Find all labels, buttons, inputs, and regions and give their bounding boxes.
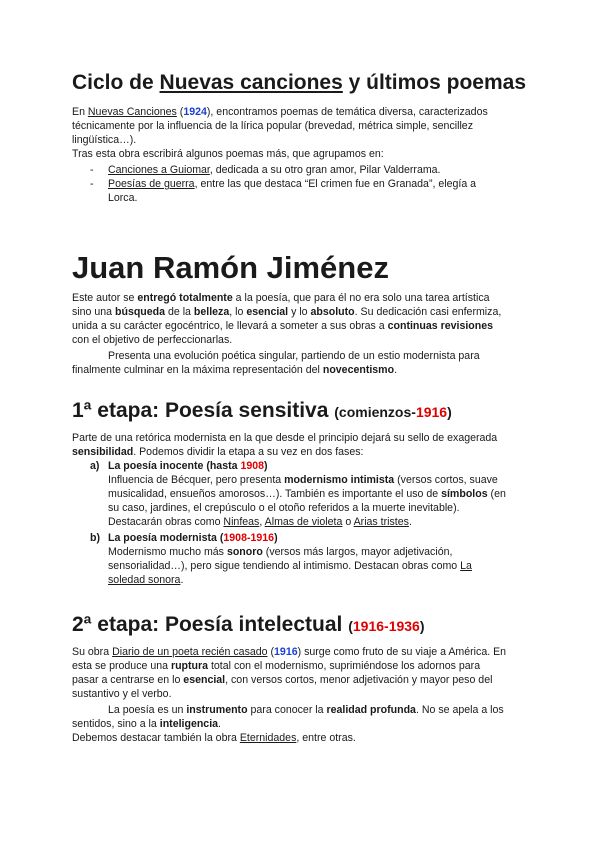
paragraph-line: sensibilidad. Podemos dividir la etapa a su vez en dos fases: <box>72 446 364 458</box>
subsection-title-b: La poesía modernista (1908-1916) <box>108 532 278 544</box>
paragraph-line: técnicamente por la influencia de la lírica popular (brevedad, métrica simple, sencillez <box>72 120 473 132</box>
paragraph-line: soledad sonora. <box>108 574 184 586</box>
list-label-a: a) <box>90 460 100 472</box>
work-title: Canciones a Guiomar <box>108 164 210 176</box>
list-bullet: - <box>90 178 94 190</box>
paragraph-line: su caso, jardines, el crepúsculo o el otoño referidos a la muerte inevitable). <box>108 502 460 514</box>
subsection-title-a: La poesía inocente (hasta 1908) <box>108 460 268 472</box>
paragraph-line: lingüística…). <box>72 134 137 146</box>
paragraph-line: sustantivo y el verbo. <box>72 688 172 700</box>
section-title-etapa1: 1ª etapa: Poesía sensitiva (comienzos-1916) <box>72 399 452 422</box>
paragraph-line: Presenta una evolución poética singular, partiendo de un estio modernista para <box>108 350 480 362</box>
title-underlined: Nuevas canciones <box>159 71 343 94</box>
author-title: Juan Ramón Jiménez <box>72 250 389 285</box>
paragraph-line: Debemos destacar también la obra Eternidades, entre otras. <box>72 732 356 744</box>
year: 1924 <box>183 106 207 118</box>
work-title: Nuevas Canciones <box>87 106 177 118</box>
paragraph-line: Tras esta obra escribirá algunos poemas más, que agrupamos en: <box>72 148 384 160</box>
work-title: Poesías de guerra <box>108 178 195 190</box>
title-part: y últimos poemas <box>342 71 527 94</box>
paragraph-line: En Nuevas Canciones (1924), encontramos poemas de temática diversa, caracterizados <box>72 106 488 118</box>
list-item-continued: Lorca. <box>108 192 138 204</box>
paragraph-line: Destacarán obras como Ninfeas, Almas de violeta o Arias tristes. <box>108 516 412 528</box>
paragraph-line: Este autor se entregó totalmente a la poesía, que para él no era solo una tarea artística <box>72 292 490 304</box>
list-bullet: - <box>90 164 94 176</box>
list-item: Canciones a Guiomar, dedicada a su otro gran amor, Pilar Valderrama. <box>108 164 441 176</box>
paragraph-line: Parte de una retórica modernista en la que desde el principio dejará su sello de exagerada <box>72 432 498 444</box>
section-title-etapa2: 2ª etapa: Poesía intelectual (1916-1936) <box>72 613 425 636</box>
paragraph-line: unida a su carácter egocéntrico, le llevará a someter a sus obras a continuas revisiones <box>72 320 494 332</box>
paragraph-line: con el objetivo de perfeccionarlas. <box>72 334 233 346</box>
paragraph-line: pasar a centrarse en lo esencial, con versos cortos, menor adjetivación y mayor peso del <box>72 674 493 686</box>
paragraph-line: sino una búsqueda de la belleza, lo esencial y lo absoluto. Su dedicación casi enfermiza, <box>72 306 502 318</box>
paragraph-line: Modernismo mucho más sonoro (versos más largos, mayor adjetivación, <box>108 546 453 558</box>
paragraph-line: Influencia de Bécquer, pero presenta modernismo intimista (versos cortos, suave <box>108 474 498 486</box>
paragraph-line: sentidos, sino a la inteligencia. <box>72 718 221 730</box>
title-part: Ciclo de <box>72 71 160 94</box>
list-item: Poesías de guerra, entre las que destaca “El crimen fue en Granada”, elegía a <box>108 178 477 190</box>
paragraph-line: finalmente culminar en la máxima representación del novecentismo. <box>72 364 398 376</box>
paragraph-line: La poesía es un instrumento para conocer la realidad profunda. No se apela a los <box>108 704 504 716</box>
section-title-ciclo <box>72 70 526 96</box>
paragraph-line: sensorialidad…), pero sigue tendiendo al intimismo. Destacan obras como La <box>108 560 472 572</box>
paragraph-line: musicalidad, ensueños amorosos…). También es importante el uso de símbolos (en <box>108 488 506 500</box>
paragraph-line: esta se produce una ruptura total con el modernismo, suprimiéndose los adornos para <box>72 660 481 672</box>
paragraph-line: Su obra Diario de un poeta recién casado (1916) surge como fruto de su viaje a América. En <box>72 646 507 658</box>
list-label-b: b) <box>90 532 100 544</box>
